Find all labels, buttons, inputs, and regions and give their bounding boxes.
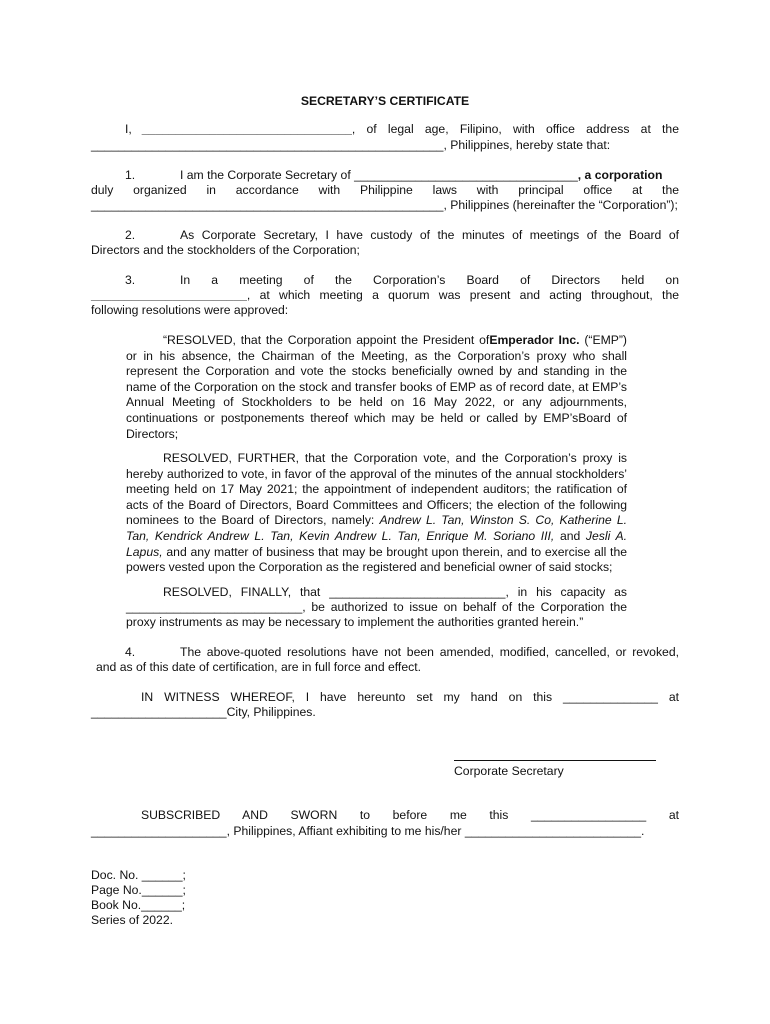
para-1-number: 1. [125, 168, 136, 182]
last-nominee: Jesli A. Lapus, [126, 528, 627, 559]
para-1-text-a: I am the Corporate Secretary of [180, 168, 351, 182]
para-2-line-1 [91, 228, 679, 244]
blank-witness-date: ______________ [563, 690, 658, 704]
para-3-line-3: following resolutions were approved: [91, 303, 289, 317]
blank-authorized-person: __________________________ [329, 585, 506, 599]
intro-i: I, [125, 122, 132, 136]
witness-line-1 [91, 690, 679, 706]
resolution-3-line-2 [126, 600, 627, 616]
document-title: SECRETARY’S CERTIFICATE [300, 94, 470, 108]
para-3-line-2 [91, 288, 679, 304]
blank-witness-city: ____________________ [91, 705, 227, 719]
para-4-text-1: The above-quoted resolutions have not been amended, modified, cancelled, or revoked, [180, 645, 679, 659]
para-3-line-1 [91, 273, 679, 289]
para-1-line-1 [91, 168, 679, 184]
resolution-3-text-b: , in his capacity as [505, 585, 628, 599]
para-4-line-1 [96, 645, 679, 661]
blank-corporation: _________________________________ [354, 168, 578, 182]
intro-text-2: , Philippines, hereby state that: [443, 138, 611, 152]
resolution-2-text-a: RESOLVED, FURTHER, that the Corporation vote, and the Corporation’s proxy is hereby authorized to vote, in favor of the approval of the minutes of the annual stockholders’ meeting held on 17 May 2021; the appointment of independent auditors; the ratification of acts of the Board of Directors, Board Committees and Officers; the election of the following nominees to the Board of Directors, namely: [126, 451, 627, 528]
para-3-number: 3. [125, 273, 136, 287]
blank-meeting-date: _______________________ [91, 288, 247, 302]
company-name: Emperador Inc. [489, 333, 580, 347]
blank-office: ____________________________________________________ [91, 198, 444, 212]
page-number: Page No.______; [91, 883, 186, 897]
signature-label: Corporate Secretary [454, 764, 564, 778]
resolution-2-and: and [559, 528, 581, 543]
resolution-1-text-a: “RESOLVED, that the Corporation appoint the President of [163, 333, 490, 347]
blank-address: ____________________________________________________ [91, 138, 444, 152]
signature-line [454, 760, 656, 761]
sworn-line-1 [91, 808, 679, 824]
resolution-3-line-3: proxy instruments as may be necessary to implement the authorities granted herein.” [126, 615, 584, 629]
sworn-line-2 [91, 824, 679, 840]
blank-name: _______________________________ [141, 122, 352, 136]
para-1-text-c: , Philippines (hereinafter the “Corporation”); [443, 198, 678, 212]
para-3-text-1: In a meeting of the Corporation’s Board of Directors held on [180, 273, 679, 287]
blank-capacity: __________________________ [126, 600, 303, 614]
doc-number: Doc. No. ______; [91, 868, 186, 882]
book-number: Book No.______; [91, 898, 186, 912]
witness-line-2 [91, 705, 679, 721]
para-1-line-3 [91, 198, 679, 214]
witness-text-a: IN WITNESS WHEREOF, I have hereunto set my hand on this [141, 690, 553, 704]
para-1-line-2: duly organized in accordance with Philippine laws with principal office at the [91, 183, 679, 197]
para-2-number: 2. [125, 228, 136, 242]
intro-line-1 [91, 122, 679, 138]
blank-sworn-city: ____________________ [91, 824, 227, 838]
series-year: Series of 2022. [91, 913, 173, 927]
resolution-3-text-c: , be authorized to issue on behalf of the Corporation the [302, 600, 627, 614]
sworn-at: at [668, 808, 679, 822]
blank-sworn-date: _________________ [530, 808, 647, 822]
para-3-text-2: , at which meeting a quorum was present and acting throughout, the [246, 288, 679, 302]
resolution-1-text-b: (“EMP”) [584, 333, 627, 347]
sworn-text-a: SUBSCRIBED AND SWORN to before me this [141, 808, 509, 822]
resolution-1-text-rest: or in his absence, the Chairman of the Meeting, as the Corporation’s proxy who shall represent the Corporation and vote the stocks beneficially owned by and standing in the name of the Corporation on the stock and transfer books of EMP as of record date, at EMP’s Annual Meeting of Stockholders to be held on 16 May 2022, or any adjournments, continuations or postponements thereof which may be held or called by EMP’sBoard of Directors; [126, 348, 627, 441]
para-4-line-2: and as of this date of certification, are in full force and effect. [96, 660, 421, 674]
witness-at: at [668, 690, 679, 704]
nominees-list: Andrew L. Tan, Winston S. Co, Katherine L. Tan, Kendrick Andrew L. Tan, Kevin Andrew L. Tan, Enrique M. Soriano III, [126, 513, 627, 543]
para-2-line-2: Directors and the stockholders of the Corporation; [91, 243, 360, 257]
intro-line-2 [91, 138, 679, 154]
sworn-text-c: . [641, 824, 645, 838]
para-4-number: 4. [125, 645, 136, 659]
resolution-2-text-b: and any matter of business that may be brought upon therein, and to exercise all the powers vested upon the Corporation as the registered and beneficial owner of said stocks; [126, 544, 627, 575]
resolution-3-text-a: RESOLVED, FINALLY, that [163, 585, 321, 599]
blank-id: __________________________ [464, 824, 642, 838]
resolution-3-line-1 [126, 585, 627, 601]
witness-text-b: City, Philippines. [226, 705, 316, 719]
sworn-text-b: , Philippines, Affiant exhibiting to me his/her [226, 824, 462, 838]
para-2-text-1: As Corporate Secretary, I have custody of the minutes of meetings of the Board of [180, 228, 679, 242]
resolution-1 [126, 333, 627, 442]
resolution-2 [126, 451, 627, 576]
intro-text-1: , of legal age, Filipino, with office address at the [351, 122, 679, 136]
para-1-text-b: , a corporation [577, 168, 663, 182]
